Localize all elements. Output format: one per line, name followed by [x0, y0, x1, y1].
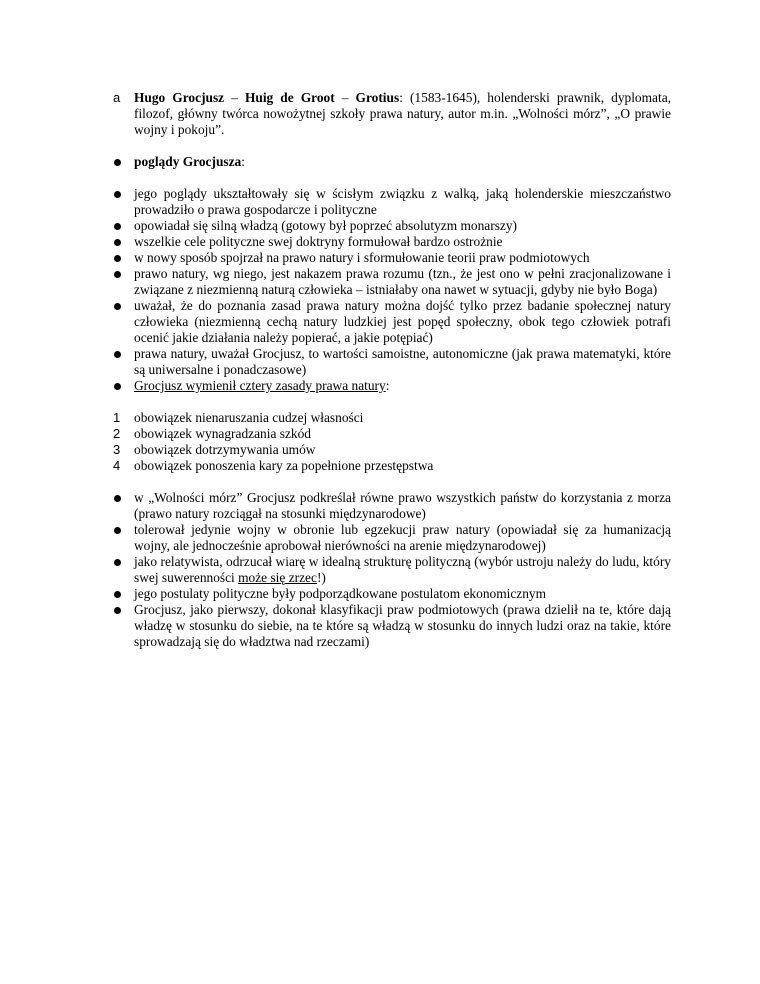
list-item [113, 346, 671, 378]
list-item-text: opowiadał się silną władzą (gotowy był poprzeć absolutyzm monarszy) [134, 218, 518, 233]
bullet-icon [114, 191, 121, 198]
principle-item [113, 410, 671, 426]
bullet-icon [114, 351, 121, 358]
bullet-icon [114, 495, 121, 502]
list-item [113, 186, 671, 218]
list-item [113, 298, 671, 346]
principle-number: 3 [113, 442, 121, 457]
bullet-icon [114, 303, 121, 310]
more-views-list [113, 490, 671, 650]
principles-intro-text: Grocjusz wymienił cztery zasady prawa natury [134, 378, 386, 393]
principle-text: obowiązek dotrzymywania umów [134, 442, 316, 457]
principles-intro-suffix: : [385, 378, 390, 393]
spacer [113, 474, 671, 490]
list-item [113, 586, 671, 602]
list-item-text: tolerował jedynie wojny w obronie lub egzekucji praw natury (opowiadał się za humanizacją wojny, ale jednocześnie aprobował nierówności na arenie międzynarodowej) [134, 522, 671, 553]
views-heading-label: poglądy Grocjusza [134, 154, 242, 169]
bullet-icon [114, 559, 121, 566]
bullet-icon [114, 607, 121, 614]
relativist-after: !) [316, 570, 326, 585]
principle-number: 1 [113, 410, 121, 425]
bullet-icon [114, 383, 121, 390]
bullet-icon [114, 271, 121, 278]
list-item [113, 554, 671, 586]
principle-number: 4 [113, 458, 121, 473]
list-item [113, 266, 671, 298]
list-item-text: jego postulaty polityczne były podporządkowane postulatom ekonomicznym [134, 586, 547, 601]
intro-description: : (1583-1645), holenderski prawnik, dyplomata, filozof, główny twórca nowożytnej szkoły prawa natury, autor m.in. „Wolności mórz”, „O prawie wojny i pokoju”. [134, 90, 672, 137]
views-heading-suffix: : [241, 154, 245, 169]
principle-text: obowiązek ponoszenia kary za popełnione przestępstwa [134, 458, 434, 473]
principle-item [113, 426, 671, 442]
intro-marker: a [113, 90, 121, 105]
principle-text: obowiązek nienaruszania cudzej własności [134, 410, 364, 425]
intro-dash-2: – [334, 90, 356, 105]
list-item [113, 218, 671, 234]
intro-dash-1: – [224, 90, 245, 105]
list-item-text: prawa natury, uważał Grocjusz, to wartości samoistne, autonomiczne (jak prawa matematyki, które są uniwersalne i ponadczasowe) [134, 346, 671, 377]
bullet-icon [114, 527, 121, 534]
spacer [113, 394, 671, 410]
list-item-text: w „Wolności mórz” Grocjusz podkreślał równe prawo wszystkich państw do korzystania z morza (prawo natury rozciągał na stosunki międzynarodowe) [134, 490, 671, 521]
bullet-icon [114, 159, 121, 166]
list-item-text: prawo natury, wg niego, jest nakazem prawa rozumu (tzn., że jest ono w pełni zracjonalizowane i związane z niezmienną naturą człowieka – istniałaby ona nawet w sytuacji, gdyby nie było Boga) [134, 266, 671, 297]
intro-paragraph [113, 90, 671, 138]
list-item [113, 250, 671, 266]
list-item-text: Grocjusz, jako pierwszy, dokonał klasyfikacji praw podmiotowych (prawa dzielił na te, które dają władzę w stosunku do siebie, na te które są władzą w stosunku do innych ludzi oraz na takie, które sprowadzają się do władztwa nad rzeczami) [134, 602, 671, 649]
principle-item [113, 458, 671, 474]
principle-item [113, 442, 671, 458]
bullet-icon [114, 255, 121, 262]
relativist-before: jako relatywista, odrzucał wiarę w idealną strukturę polityczną (wybór ustroju należy do ludu, który swej suwerenności [134, 554, 671, 585]
bullet-icon [114, 223, 121, 230]
list-item [113, 602, 671, 650]
views-heading [113, 154, 671, 170]
list-item-text: w nowy sposób spojrzał na prawo natury i sformułowanie teorii praw podmiotowych [134, 250, 590, 265]
principle-text: obowiązek wynagradzania szkód [134, 426, 311, 441]
principles-list [113, 410, 671, 474]
bullet-icon [114, 239, 121, 246]
list-item-text: jego poglądy ukształtowały się w ścisłym związku z walką, jaką holenderskie mieszczaństwo prowadziło o prawa gospodarcze i polityczne [134, 186, 671, 217]
spacer [113, 170, 671, 186]
list-item [113, 490, 671, 522]
list-item-text: uważał, że do poznania zasad prawa natury można dojść tylko przez badanie społecznej natury człowieka (niezmienną cechą natury ludzkiej jest popęd społeczny, obok tego człowiek potrafi ocenić jakie działania należy popierać, a jakie potępiać) [134, 298, 671, 345]
list-item [113, 234, 671, 250]
list-item [113, 522, 671, 554]
relativist-underlined: może się zrzec [238, 570, 317, 585]
intro-name-polish: Hugo Grocjusz [134, 90, 225, 105]
intro-name-dutch: Huig de Groot [244, 90, 335, 105]
intro-name-latin: Grotius [355, 90, 400, 105]
spacer [113, 138, 671, 154]
document-body [113, 90, 671, 650]
list-item-text: wszelkie cele polityczne swej doktryny formułował bardzo ostrożnie [134, 234, 503, 249]
principles-intro [113, 378, 671, 394]
views-list [113, 186, 671, 394]
bullet-icon [114, 591, 121, 598]
principle-number: 2 [113, 426, 121, 441]
